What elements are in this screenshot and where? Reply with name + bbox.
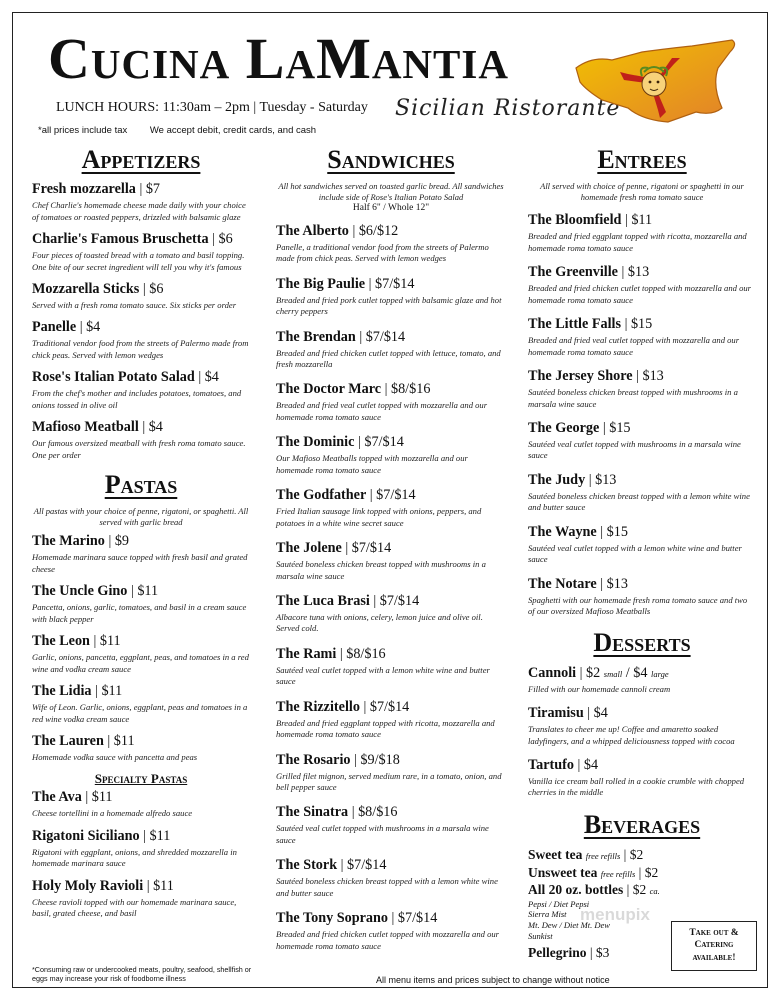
item-desc: Our Mafioso Meatballs topped with mozzarella and our homemade roma tomato sauce [276, 453, 468, 475]
item-name: The Luca Brasi [276, 592, 370, 609]
item-name: The Notare [528, 575, 597, 592]
item-price: | $13 [636, 368, 664, 385]
menu-item [276, 434, 506, 476]
item-name: Charlie's Famous Bruschetta [32, 231, 209, 248]
appetizers-heading: Appetizers [81, 145, 201, 174]
menu-item [32, 878, 250, 920]
menu-item [276, 752, 506, 794]
tagline: Sicilian Ristorante [395, 96, 621, 121]
item-desc: Sautéed boneless chicken breast topped with mushrooms in a marsala wine sauce [528, 387, 738, 409]
item-price: | $7/$14 [357, 434, 404, 451]
menu-item [276, 223, 506, 265]
menu-item [32, 828, 250, 870]
menu-item [528, 576, 756, 618]
item-price: | $4 [142, 419, 163, 436]
item-desc: Breaded and fried veal cutlet topped with mozzarella and our homemade roma tomato sauce [528, 335, 740, 357]
menu-item [32, 231, 250, 273]
item-desc: Pancetta, onions, garlic, tomatoes, and basil in a cream sauce with black pepper [32, 602, 247, 624]
item-price: | $11 [624, 212, 653, 229]
item-name: The Doctor Marc [276, 381, 382, 398]
item-price: | $9 [108, 533, 130, 550]
menu-item [276, 276, 506, 318]
sandwiches-list [276, 223, 506, 952]
item-price-large: / $4 [625, 664, 648, 681]
beverage-sweet-tea: Sweet tea free refills | $2 [528, 847, 644, 863]
menu-item [276, 699, 506, 741]
item-desc: Breaded and fried pork cutlet topped with balsamic glaze and hot cherry peppers [276, 294, 502, 317]
beverage-unsweet-tea: Unsweet tea free refills | $2 [528, 864, 659, 880]
menu-item [528, 212, 756, 254]
item-desc: Albacore tuna with onions, celery, lemon juice and olive oil. Served cold. [276, 611, 483, 634]
consumer-advisory: *Consuming raw or undercooked meats, poultry, seafood, shellfish or eggs may increase your risk of foodborne illness [32, 965, 252, 983]
item-desc: Sautéed veal cutlet topped with mushrooms in a marsala wine sauce [276, 823, 489, 845]
desserts-list [528, 705, 756, 799]
pastas-note: All pastas with your choice of penne, rigatoni, or spaghetti. All served with garlic bread [33, 506, 249, 527]
price-change-note: All menu items and prices subject to change without notice [376, 975, 610, 985]
menu-item [528, 316, 756, 358]
item-name: The Lidia [32, 683, 92, 700]
item-desc: Filled with our homemade cannoli cream [528, 683, 671, 694]
item-price: | $13 [600, 575, 628, 592]
item-desc: Breaded and fried veal cutlet topped with mozzarella and our homemade roma tomato sauce [276, 400, 488, 422]
item-desc: From the chef's mother and includes potatoes, tomatoes, and onions tossed in olive oil [32, 388, 242, 410]
appetizers-list [32, 181, 250, 461]
menu-item [528, 368, 756, 410]
item-name: The Ava [32, 789, 82, 806]
item-name: The Greenville [528, 264, 618, 281]
restaurant-title: Cucina LaMantia [48, 26, 509, 91]
item-price: | $4 [587, 705, 608, 722]
item-desc: Sautéed boneless chicken breast topped with mushrooms in a marsala wine sauce [276, 559, 486, 581]
item-price: | $6/$12 [352, 222, 399, 239]
item-desc: Spaghetti with our homemade fresh roma tomato sauce and two of our oversized Mafioso Meatballs [528, 594, 748, 617]
item-price: | $7/$14 [359, 328, 406, 345]
item-name: The Bloomfield [528, 212, 622, 229]
item-desc: Sautéed veal cutlet topped with mushrooms in a marsala wine sauce [528, 438, 741, 461]
item-desc: Breaded and fried chicken cutlet topped with lettuce, tomato, and fresh mozzarella [276, 347, 501, 370]
item-price: | $7/$14 [368, 275, 415, 292]
item-name: The Lauren [32, 732, 104, 749]
item-price: | $7/$14 [340, 857, 387, 874]
menu-item [276, 540, 506, 582]
size-small: small [603, 668, 623, 679]
menu-item [276, 646, 506, 688]
menu-item [32, 583, 250, 625]
sandwiches-sizes: Half 6" / Whole 12" [352, 203, 430, 214]
specialty-pastas-list [32, 789, 250, 919]
item-desc: Garlic, onions, pancetta, eggplant, peas, and tomatoes in a red wine and vodka cream sauce [32, 652, 249, 674]
item-name: The Brendan [276, 328, 356, 345]
item-name: Rose's Italian Potato Salad [32, 369, 195, 386]
item-name: Tiramisu [528, 705, 584, 722]
item-price: | $2 [579, 664, 601, 681]
item-name: The Rizzitello [276, 698, 360, 715]
item-desc: Served with a fresh roma tomato sauce. Six sticks per order [32, 299, 237, 310]
item-price: | $11 [143, 827, 171, 844]
menu-item [528, 264, 756, 306]
item-name: Cannoli [528, 664, 577, 681]
item-name: The Jersey Shore [528, 368, 633, 385]
item-name: The Dominic [276, 434, 355, 451]
item-price: | $7/$14 [345, 540, 392, 557]
item-price: | $11 [146, 877, 174, 894]
pastas-heading: Pastas [104, 470, 178, 500]
item-price: | $15 [624, 316, 653, 333]
item-desc: Our famous oversized meatball with fresh roma tomato sauce. One per order [32, 438, 246, 460]
item-price: | $7/$14 [373, 592, 420, 609]
column-left [32, 144, 250, 928]
item-name: The Uncle Gino [32, 583, 128, 600]
item-name: Mozzarella Sticks [32, 280, 140, 297]
item-desc: Breaded and fried eggplant topped with ricotta, mozzarella and homemade roma tomato sauce [276, 717, 495, 740]
entrees-list [528, 212, 756, 617]
item-desc: Sautéed veal cutlet topped with a lemon white wine and butter sauce [276, 664, 490, 687]
item-price: | $6 [212, 231, 233, 248]
item-price: | $6 [142, 280, 164, 297]
item-desc: Breaded and fried chicken cutlet topped with mozzarella and our homemade roma tomato sauce [276, 929, 500, 951]
menu-item [276, 329, 506, 371]
item-price: | $7/$14 [391, 910, 438, 927]
item-desc: Four pieces of toasted bread with a tomato and basil topping. One bite of our secret ingredient will tell you why it's famous [32, 250, 245, 272]
item-name: The Rosario [276, 751, 351, 768]
item-price: | $13 [588, 471, 617, 488]
menu-item-cannoli [528, 665, 756, 695]
item-name: Rigatoni Siciliano [32, 827, 140, 844]
takeout-box: Take out & Catering available! [671, 921, 757, 971]
item-desc: Sautéed veal cutlet topped with a lemon white wine and butter sauce [528, 542, 742, 565]
item-name: The Tony Soprano [276, 910, 388, 927]
item-desc: Vanilla ice cream ball rolled in a cookie crumble with chopped cherries in the middle [528, 775, 745, 798]
menu-item [32, 319, 250, 361]
sandwiches-heading: Sandwiches [327, 145, 455, 174]
menu-item [32, 533, 250, 575]
item-desc: Cheese tortellini in a homemade alfredo sauce [32, 808, 193, 819]
item-desc: Translates to cheer me up! Coffee and amaretto soaked ladyfingers, and a whipped deliciousness topped with cocoa [528, 724, 735, 746]
tax-note: *all prices include tax [38, 125, 128, 136]
menu-item [528, 472, 756, 514]
item-desc: Homemade marinara sauce topped with fresh basil and grated cheese [32, 552, 248, 574]
specialty-pastas-heading: Specialty Pastas [94, 771, 188, 787]
beverages-heading: Beverages [583, 809, 701, 839]
item-desc: Sautéed boneless chicken breast topped with a lemon white wine and butter sauce [528, 490, 750, 513]
item-desc: Wife of Leon. Garlic, onions, eggplant, peas and tomatoes in a red wine vodka cream sauce [32, 702, 248, 724]
item-desc: Sautéed boneless chicken breast topped with a lemon white wine and butter sauce [276, 876, 498, 898]
menu-item [276, 381, 506, 423]
menu-item [276, 910, 506, 952]
beverage-bottles: All 20 oz. bottles | $2 ca. [528, 882, 660, 898]
item-price: | $7 [139, 181, 161, 198]
item-price: | $7/$14 [369, 487, 416, 504]
item-name: Fresh mozzarella [32, 181, 136, 198]
item-price: | $15 [600, 523, 628, 540]
item-price: | $8/$16 [351, 804, 398, 821]
sub-info [38, 125, 336, 136]
beverage-pellegrino: Pellegrino | $3 [528, 945, 610, 961]
item-price: | $7/$14 [363, 698, 410, 715]
pastas-list [32, 533, 250, 763]
item-desc: Chef Charlie's homemade cheese made daily with your choice of tomatoes or roasted peppers, drizzled with balsamic glaze [32, 200, 246, 222]
sicily-flag-logo [572, 38, 740, 130]
menu-item [32, 281, 250, 311]
payment-note: We accept debit, credit cards, and cash [149, 125, 317, 136]
item-price: | $8/$16 [384, 381, 431, 398]
menu-item [276, 593, 506, 635]
menu-item [528, 524, 756, 566]
menu-item [528, 705, 756, 747]
item-name: The Alberto [276, 222, 349, 239]
item-name: Holy Moly Ravioli [32, 877, 144, 894]
item-name: The Little Falls [528, 316, 622, 333]
menu-item [276, 857, 506, 899]
menu-item [32, 419, 250, 461]
item-name: Panelle [32, 319, 77, 336]
column-right [528, 144, 756, 962]
item-name: The Jolene [276, 540, 342, 557]
item-name: The Marino [32, 533, 105, 550]
item-desc: Rigatoni with eggplant, onions, and shredded mozzarella in homemade marinara sauce [32, 846, 237, 869]
item-price: | $11 [85, 789, 113, 806]
item-desc: Breaded and fried chicken cutlet topped with mozzarella and our homemade roma tomato sauce [528, 283, 752, 305]
item-price: | $15 [602, 419, 631, 436]
item-price: | $4 [198, 369, 219, 386]
item-name: The Leon [32, 633, 90, 650]
menu-item [32, 683, 250, 725]
item-price: | $11 [93, 633, 121, 650]
menu-item [528, 757, 756, 799]
menu-item [276, 487, 506, 529]
item-price: | $13 [621, 264, 650, 281]
bottle-list: Pepsi / Diet Pepsi Sierra Mist Mt. Dew / Diet Mt. Dew Sunkist [528, 898, 610, 941]
item-name: The Sinatra [276, 804, 349, 821]
item-price: | $11 [107, 732, 135, 749]
item-name: The Rami [276, 645, 337, 662]
item-price: | $8/$16 [339, 645, 386, 662]
menu-item [32, 369, 250, 411]
menu-item [32, 633, 250, 675]
menu-item [32, 789, 250, 819]
sandwiches-note: All hot sandwiches served on toasted garlic bread. All sandwiches include side of Rose's Italian Potato Salad [278, 181, 504, 202]
entrees-heading: Entrees [597, 145, 687, 174]
item-desc: Cheese ravioli topped with our homemade marinara sauce, basil, grated cheese, and basil [32, 896, 237, 919]
menu-item [276, 804, 506, 846]
column-middle [276, 144, 506, 963]
item-name: The Wayne [528, 523, 597, 540]
item-price: | $11 [130, 583, 159, 600]
item-price: | $4 [577, 756, 599, 773]
menu-item [32, 733, 250, 763]
item-name: Mafioso Meatball [32, 419, 139, 436]
entrees-note: All served with choice of penne, rigatoni or spaghetti in our homemade fresh roma tomato sauce [540, 181, 744, 202]
watermark: menupix [580, 905, 650, 924]
item-desc: Panelle, a traditional vendor food from the streets of Palermo made from chick peas. Served with lemon wedges [276, 241, 489, 264]
item-name: The George [528, 419, 600, 436]
item-name: The Judy [528, 471, 586, 488]
item-price: | $4 [79, 319, 101, 336]
menu-item [32, 181, 250, 223]
item-desc: Traditional vendor food from the streets of Palermo made from chick peas. Served with lemon wedges [32, 338, 249, 360]
item-price: | $9/$18 [354, 751, 400, 768]
item-desc: Homemade vodka sauce with pancetta and peas [32, 751, 198, 762]
item-name: The Big Paulie [276, 275, 366, 292]
item-desc: Grilled filet mignon, served medium rare, in a tomato, onion, and bell pepper sauce [276, 770, 502, 793]
lunch-hours: LUNCH HOURS: 11:30am – 2pm | Tuesday - Saturday [56, 100, 368, 115]
menu-item [528, 420, 756, 462]
desserts-heading: Desserts [593, 628, 691, 658]
item-desc: Fried Italian sausage link topped with onions, peppers, and potatoes in a white wine secret sauce [276, 506, 482, 528]
item-name: The Stork [276, 857, 338, 874]
item-desc: Breaded and fried eggplant topped with ricotta, mozzarella and homemade roma tomato sauce [528, 231, 747, 253]
item-name: The Godfather [276, 487, 367, 504]
item-name: Tartufo [528, 756, 574, 773]
item-price: | $11 [95, 683, 123, 700]
size-large: large [650, 668, 669, 679]
